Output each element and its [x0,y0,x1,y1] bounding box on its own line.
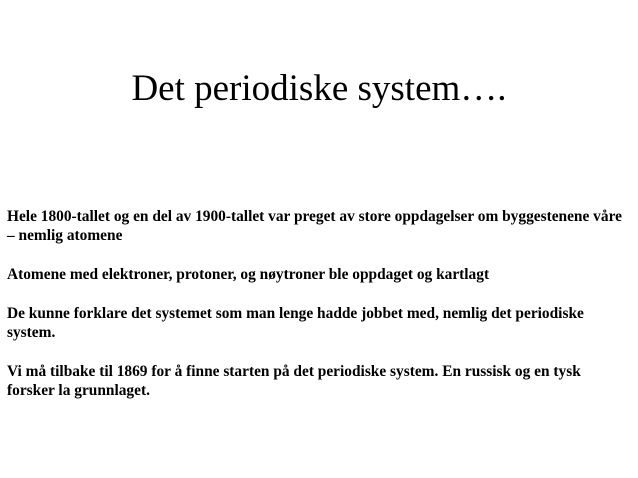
paragraph-origin-1869: Vi må tilbake til 1869 for å finne starten på det periodiske system. En russisk og en tysk forsker la grunnlaget. [7,363,581,399]
paragraph-particles: Atomene med elektroner, protoner, og nøytroner ble oppdaget og kartlagt [7,266,490,283]
paragraph-discoveries: Hele 1800-tallet og en del av 1900-tallet var preget av store oppdagelser om byggestenene våre – nemlig atomene [7,208,622,244]
paragraph-system-explained: De kunne forklare det systemet som man lenge hadde jobbet med, nemlig det periodiske system. [7,305,584,341]
slide-title: Det periodiske system…. [131,68,507,109]
slide-body [7,207,627,420]
